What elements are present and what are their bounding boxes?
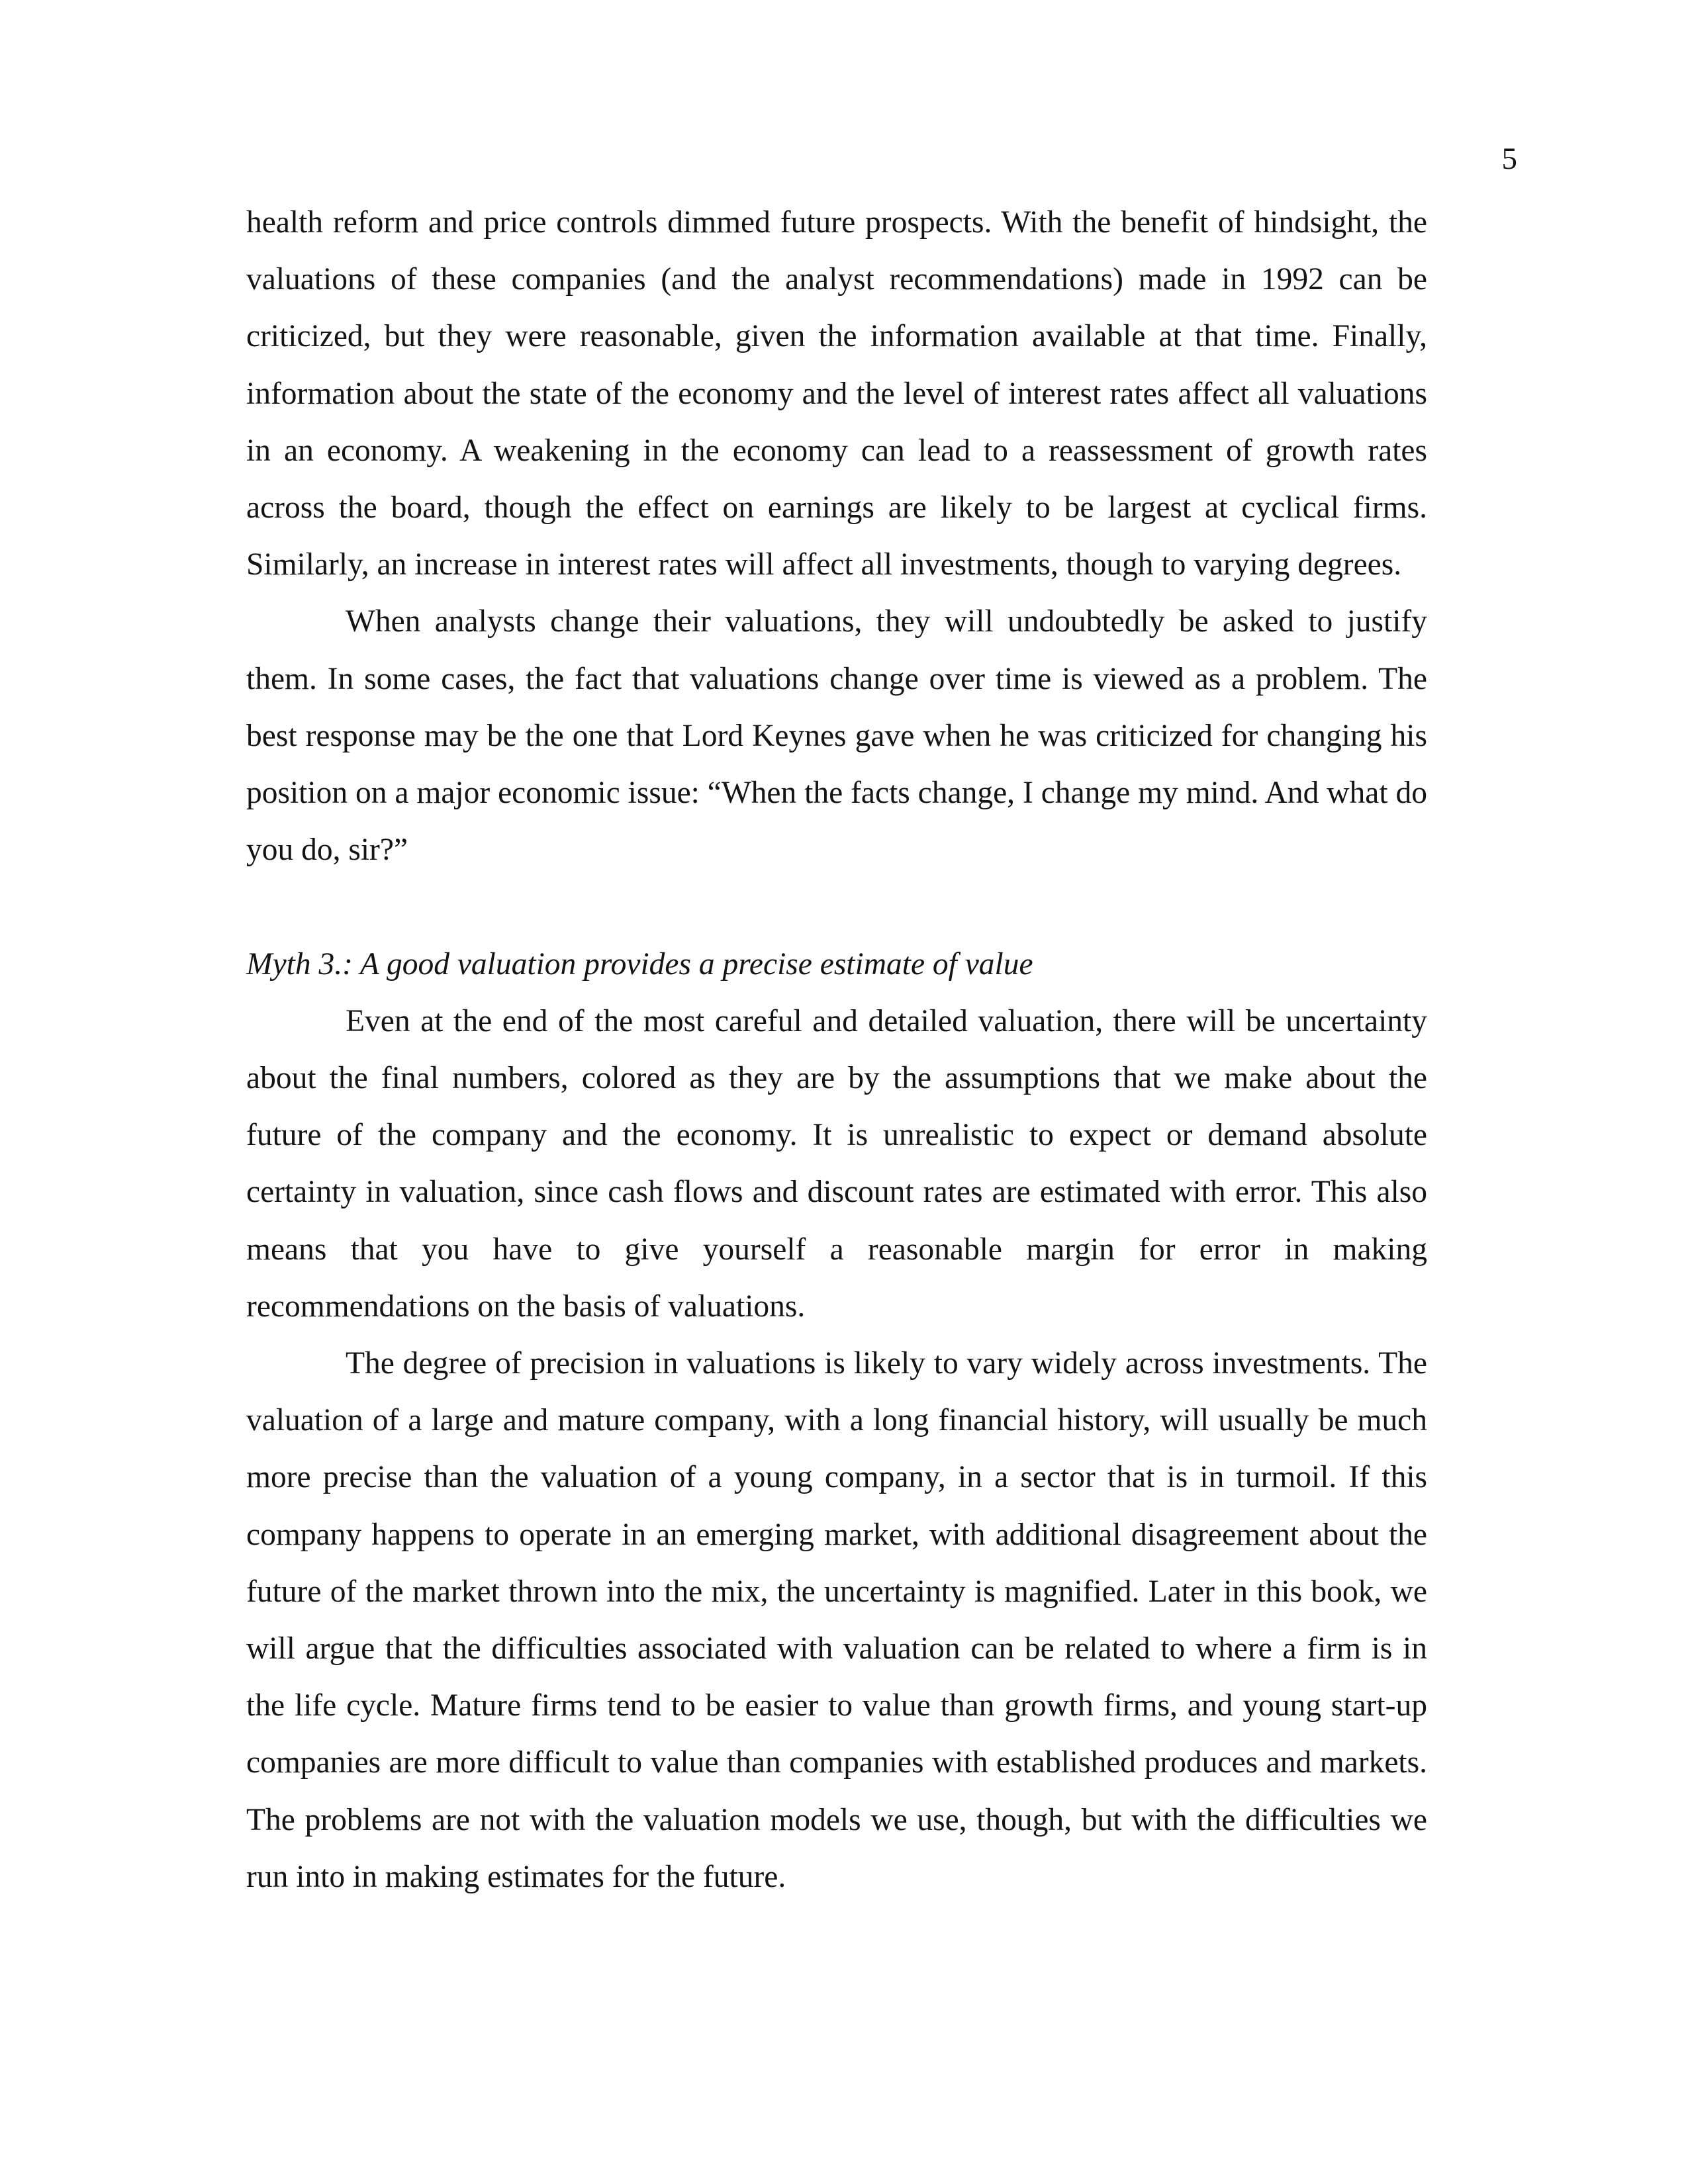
section-heading-myth-3: Myth 3.: A good valuation provides a precise estimate of value <box>246 946 1033 981</box>
paragraph-continuation: health reform and price controls dimmed future prospects. With the benefit of hindsight, the valuations of these companies (and the analyst recommendations) made in 1992 can be criticized, but they were reasonable, given the information available at that time. Finally, information about the state of the economy and the level of interest rates affect all valuations in an economy. A weakening in the economy can lead to a reassessment of growth rates across the board, though the effect on earnings are likely to be largest at cyclical firms. Similarly, an increase in interest rates will affect all investments, though to varying degrees. <box>246 205 1427 582</box>
page-number: 5 <box>1501 142 1517 176</box>
paragraph-precision: The degree of precision in valuations is likely to vary widely across investments. The valuation of a large and mature company, with a long financial history, will usually be much more precise than the valuation of a young company, in a sector that is in turmoil. If this company happens to operate in an emerging market, with additional disagreement about the future of the market thrown into the mix, the uncertainty is magnified. Later in this book, we will argue that the difficulties associated with valuation can be related to where a firm is in the life cycle. Mature firms tend to be easier to value than growth firms, and young start-up companies are more difficult to value than companies with established produces and markets. The problems are not with the valuation models we use, though, but with the difficulties we run into in making estimates for the future. <box>246 1346 1427 1894</box>
paragraph-uncertainty: Even at the end of the most careful and detailed valuation, there will be uncertainty about the final numbers, colored as they are by the assumptions that we make about the future of the company and the economy. It is unrealistic to expect or demand absolute certainty in valuation, since cash flows and discount rates are estimated with error. This also means that you have to give yourself a reasonable margin for error in making recommendations on the basis of valuations. <box>246 1003 1427 1324</box>
body-text <box>246 194 1427 1905</box>
paragraph-analysts-change: When analysts change their valuations, they will undoubtedly be asked to justify them. In some cases, the fact that valuations change over time is viewed as a problem. The best response may be the one that Lord Keynes gave when he was criticized for changing his position on a major economic issue: “When the facts change, I change my mind. And what do you do, sir?” <box>246 604 1427 868</box>
